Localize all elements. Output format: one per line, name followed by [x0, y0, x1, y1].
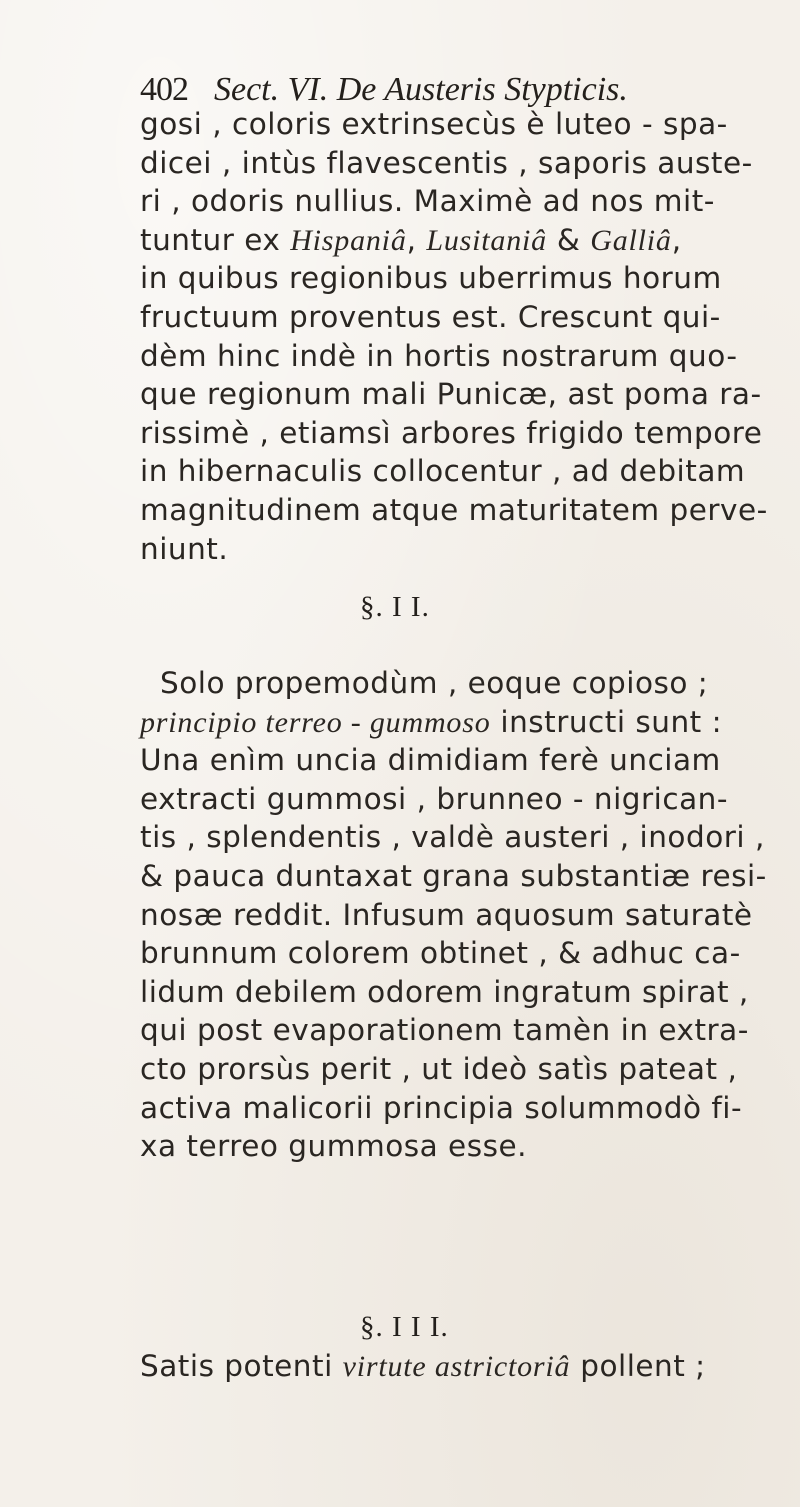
text-segment: lidum debilem odorem ingratum spirat ,	[140, 974, 749, 1009]
text-segment: Satis potenti	[140, 1349, 343, 1383]
text-segment: ,	[406, 222, 427, 257]
text-segment: Solo propemodùm , eoque copioso ;	[160, 666, 709, 700]
text-line	[140, 1050, 760, 1089]
text-segment: activa malicorii principia solummodò fi-	[140, 1090, 743, 1125]
section-2-heading: §. I I.	[360, 591, 430, 623]
section-2-text	[140, 664, 767, 1166]
section-3-heading: §. I I I.	[360, 1311, 449, 1343]
text-segment: gosi , coloris extrinsecùs è luteo - spa-	[140, 107, 728, 141]
page-number: 402	[140, 71, 188, 108]
text-segment: &	[546, 222, 591, 257]
text-segment: fructuum proventus est. Crescunt qui-	[140, 299, 721, 334]
text-segment: nosæ reddit. Infusum aquosum saturatè	[140, 897, 753, 932]
text-line	[140, 530, 760, 569]
section-3-text	[140, 1347, 760, 1386]
text-line	[140, 1011, 760, 1050]
text-segment: & pauca duntaxat grana substantiæ resi-	[140, 858, 767, 893]
text-segment: dicei , intùs flavescentis , saporis auste-	[140, 145, 753, 180]
text-segment: tuntur ex	[140, 222, 291, 257]
text-line	[140, 259, 760, 298]
text-segment: in quibus regionibus uberrimus horum	[140, 261, 722, 296]
running-title: Sect. VI. De Austeris Stypticis.	[214, 71, 628, 108]
text-line	[140, 182, 760, 221]
text-line	[140, 144, 760, 183]
text-line	[140, 703, 760, 742]
text-segment: magnitudinem atque maturitatem perve-	[140, 492, 768, 527]
text-segment: niunt.	[140, 531, 229, 566]
text-line	[140, 664, 760, 703]
text-line	[140, 298, 760, 337]
text-line	[140, 337, 760, 376]
text-segment: dèm hinc indè in hortis nostrarum quo-	[140, 338, 738, 373]
section-1-text	[140, 105, 768, 568]
text-segment: instructi sunt :	[490, 704, 723, 739]
text-line	[140, 414, 763, 453]
text-line	[140, 896, 760, 935]
text-line	[140, 491, 768, 530]
text-segment: extracti gummosi , brunneo - nigrican-	[140, 781, 728, 816]
text-line	[140, 1347, 760, 1386]
text-segment: in hibernaculis collocentur , ad debitam	[140, 454, 746, 489]
text-line	[140, 105, 760, 144]
text-segment: ,	[671, 222, 682, 257]
italic-text-segment: Hispaniâ	[290, 223, 407, 257]
text-segment: brunnum colorem obtinet , & adhuc ca-	[140, 936, 741, 971]
text-line	[140, 741, 760, 780]
italic-text-segment: virtute astrictoriâ	[342, 1350, 571, 1383]
text-segment: que regionum mali Punicæ, ast poma ra-	[140, 377, 762, 412]
text-line	[140, 1127, 760, 1166]
text-segment: pollent ;	[570, 1349, 706, 1383]
italic-text-segment: Lusitaniâ	[426, 223, 547, 257]
text-segment: xa terreo gummosa esse.	[140, 1129, 527, 1164]
italic-text-segment: Galliâ	[590, 223, 672, 257]
text-line	[140, 1089, 760, 1128]
text-line	[140, 973, 760, 1012]
text-line	[140, 857, 767, 896]
text-segment: tis , splendentis , valdè austeri , inodori ,	[140, 820, 765, 855]
text-line	[140, 780, 760, 819]
text-line	[140, 221, 760, 260]
italic-text-segment: principio terreo - gummoso	[140, 705, 491, 739]
text-segment: qui post evaporationem tamèn in extra-	[140, 1013, 749, 1048]
text-segment: rissimè , etiamsì arbores frigido tempore	[140, 415, 763, 450]
text-segment: Una enìm uncia dimidiam ferè unciam	[140, 743, 721, 778]
text-line	[140, 818, 765, 857]
text-segment: cto prorsùs perit , ut ideò satìs pateat ,	[140, 1051, 738, 1086]
text-line	[140, 375, 760, 414]
text-segment: ri , odoris nullius. Maximè ad nos mit-	[140, 184, 715, 219]
text-line	[140, 452, 760, 491]
text-line	[140, 934, 760, 973]
